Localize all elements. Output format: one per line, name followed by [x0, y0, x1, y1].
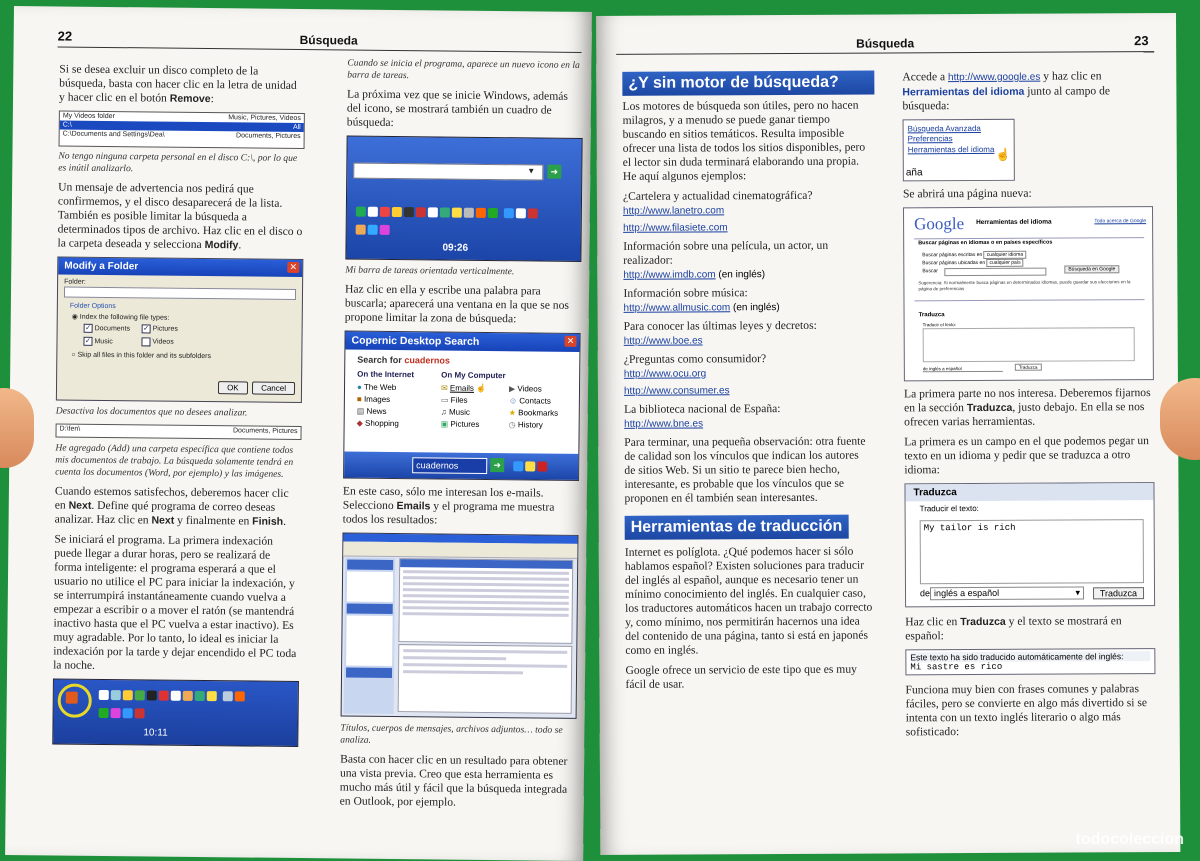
checkbox-documents[interactable]: ✓Documents — [84, 324, 140, 334]
question: Para conocer las últimas leyes y decretos: — [623, 318, 817, 333]
search-input[interactable] — [944, 268, 1046, 277]
link-line: http://www.allmusic.com (en inglés) — [623, 302, 780, 314]
folder-row: C:\Documents and Settings\Dea\ Documents, Pictures — [62, 130, 301, 141]
copernic-icon[interactable] — [66, 692, 78, 704]
caption: Mi barra de tareas orientada verticalmente. — [345, 264, 515, 278]
go-arrow-icon[interactable]: ➜ — [490, 458, 504, 472]
caption: No tengo ninguna carpeta personal en el disco C:\, por lo que es inútil analizarlo. — [58, 150, 298, 175]
ok-button[interactable]: OK — [218, 381, 248, 394]
paragraph: Basta con hacer clic en un resultado para obtener una vista previa. Creo que esta herramienta es mucho más útil y fácil que la búsqueda integrada en Outlook, por ejemplo. — [339, 752, 568, 809]
checkbox-pictures[interactable]: ✓ Pictures — [142, 326, 178, 333]
folder-options-label: Folder Options — [69, 302, 116, 311]
right-page — [596, 13, 1180, 855]
paragraph: Internet es políglota. ¿Qué podemos hacer si sólo hablamos español? Existen soluciones para traducir del inglés al español, aunque es necesario tener un mínimo conocimiento del inglés. En cualquier caso, los traductores automáticos hacen un trabajo correcto y, como mínimo, nos permitirán hacernos una idea del contenido de una página, tanto si está en japonés como en inglés. — [624, 544, 873, 657]
computer-list — [441, 382, 509, 431]
scope-lists — [345, 381, 579, 431]
page-header-title: Búsqueda — [299, 32, 358, 48]
question: ¿Preguntas como consumidor? — [623, 352, 767, 366]
folder-row-selected[interactable]: C:\ All — [60, 120, 304, 132]
google-search-button[interactable]: Búsqueda en Google — [1064, 265, 1119, 273]
lang-row: Buscar páginas escritas en cualquier idioma — [922, 252, 1026, 259]
dialog-title: Modify a Folder — [58, 257, 302, 277]
paragraph: La primera es un campo en el que podemos pegar un texto en un idioma y pedir que se traduzca a otro idioma: — [904, 434, 1149, 477]
folder-label: Folder: — [64, 278, 86, 286]
translate-button[interactable]: Traduzca — [1015, 364, 1042, 371]
folder-row[interactable]: D:\fen\ Documents, Pictures — [59, 425, 298, 435]
scope-videos[interactable]: ▶ Videos — [508, 384, 542, 394]
results-preview — [398, 644, 573, 714]
left-page — [5, 6, 592, 861]
taskbar-screenshot — [52, 678, 299, 747]
link-allmusic[interactable]: http://www.allmusic.com — [623, 302, 731, 314]
question: Información sobre una película, un actor, un realizador: — [623, 238, 829, 267]
paragraph: Para terminar, una pequeña observación: otra fuente de calidad son los vínculos que indican los autores de sitios Web. Si un sitio te parece bien hecho, interesante, es probable que los vínculos que se proponen en él también sean interesantes. — [624, 434, 866, 505]
translate-textarea[interactable]: My tailor is rich — [920, 519, 1144, 584]
paragraph: En este caso, sólo me interesan los e-mails. Selecciono Emails y el programa me muestra todos los resultados: — [342, 484, 555, 527]
folder-row: My Videos folder Music, Pictures, Videos — [62, 112, 301, 123]
caption: Desactiva los documentos que no desees analizar. — [55, 405, 248, 419]
link-line: http://www.imdb.com (en inglés) — [623, 269, 766, 281]
paragraph: Se iniciará el programa. La primera indexación puede llegar a durar horas, pero se realizará de forma inteligente: el programa esperará a que el usuario no utilice el PC para iniciar la indexación, y se interrumpirá instantáneamente cuando vuelva a empezar a escribir o a mover el ratón (se mantendrá inactivo hasta que el PC vuelva a estar inactivo). Es muy agradable. Por lo tanto, lo ideal es iniciar la indexación por la tarde y dejar encendido el PC toda la noche. — [53, 532, 297, 672]
result-label: Este texto ha sido traducido automáticamente del inglés: — [910, 651, 1150, 662]
link-bne[interactable]: http://www.bne.es — [624, 418, 704, 430]
link-imdb[interactable]: http://www.imdb.com — [623, 269, 716, 281]
translate-textarea[interactable] — [923, 327, 1135, 362]
link-lanetro[interactable]: http://www.lanetro.com — [622, 205, 725, 217]
paragraph: La próxima vez que se inicie Windows, además del icono, se mostrará también un cuadro de búsqueda: — [346, 87, 568, 129]
close-icon[interactable]: ✕ — [287, 262, 299, 273]
chevron-down-icon[interactable]: ▼ — [527, 166, 536, 176]
paragraph: Los motores de búsqueda son útiles, pero no hacen milagros, y a menudo se puede ganar tiempo buscando en sitios temáticos. Resulta imposible ofrecer una lista de todos los sitios disponibles, pero el lector sin duda terminará elaborando una propia. He aquí algunos ejemplos: — [622, 98, 866, 183]
google-language-tools-screenshot — [903, 206, 1154, 381]
folder-list-screenshot — [59, 110, 305, 149]
radio-index-types[interactable]: ◉ Index the following file types: — [71, 313, 170, 322]
about-google-link[interactable]: Todo acerca de Google — [1094, 218, 1147, 225]
scope-news[interactable]: ▤ News — [356, 406, 387, 416]
translate-label: Traducir el texto: — [919, 504, 979, 514]
header-rule — [616, 51, 1154, 55]
translate-select[interactable]: de inglés a español — [923, 366, 1003, 372]
question: La biblioteca nacional de España: — [624, 402, 781, 416]
right-column-1 — [622, 71, 873, 698]
section-heading: Herramientas de traducción — [625, 515, 849, 540]
page-number: 23 — [1134, 33, 1149, 49]
paragraph: Accede a http://www.google.es y haz clic en Herramientas del idioma junto al campo de búsqueda: — [902, 69, 1111, 113]
lang-select[interactable]: cualquier idioma — [984, 251, 1026, 259]
hand-cursor-icon: ☝ — [995, 147, 1011, 162]
copernic-window — [343, 330, 581, 480]
page-header-title: Búsqueda — [856, 36, 915, 51]
scope-pictures[interactable]: ▣ Pictures — [440, 419, 480, 429]
results-list — [398, 558, 573, 644]
link-boe[interactable]: http://www.boe.es — [623, 335, 703, 347]
right-column-2 — [902, 69, 1156, 745]
paragraph: Cuando estemos satisfechos, deberemos hacer clic en Next. Define qué programa de correo deseas analizar. Haz clic en Next y finalmente en Finish. — [54, 484, 289, 528]
translate-text-label: Traducir el texto: — [922, 322, 956, 328]
scope-history[interactable]: ◷ History — [508, 420, 543, 430]
link-ocu[interactable]: http://www.ocu.org — [623, 368, 707, 380]
paragraph: Si se desea excluir un disco completo de la búsqueda, basta con hacer clic en la letra de unidad y hacer clic en el botón Remove: — [58, 62, 297, 106]
search-row: Buscar — [922, 268, 938, 275]
country-row: Buscar páginas ubicadas en cualquier país — [922, 260, 1023, 267]
caption: Cuando se inicia el programa, aparece un nuevo icono en la barra de tareas. — [347, 57, 580, 82]
result-text: Mi sastre es rico — [910, 661, 1003, 673]
taskbar-strip — [344, 451, 578, 479]
paragraph: Google ofrece un servicio de este tipo que es muy fácil de usar. — [625, 662, 857, 691]
paragraph: Se abrirá una página nueva: — [902, 186, 1032, 201]
link-language-tools[interactable]: Herramientas del idioma — [907, 144, 995, 155]
translate-select-row: de inglés a español ▾ — [920, 586, 1084, 600]
internet-list — [357, 382, 441, 431]
checkbox-videos[interactable]: Videos — [141, 339, 173, 346]
results-sidebar — [344, 557, 396, 714]
cut-text: aña — [905, 167, 923, 179]
tray-icons — [355, 205, 545, 243]
cancel-button[interactable]: Cancel — [252, 382, 295, 395]
go-arrow-icon[interactable]: ➜ — [547, 165, 561, 179]
link-preferences[interactable]: Preferencias — [907, 134, 953, 144]
paragraph: La primera parte no nos interesa. Deberemos fijarnos en la sección Traduzca, justo debajo. En ella se nos ofrecen varias herramientas. — [903, 386, 1151, 429]
checkbox-music[interactable]: ✓Music — [83, 337, 139, 347]
left-column-1 — [52, 62, 305, 747]
chevron-down-icon[interactable]: ▾ — [1075, 587, 1081, 598]
paragraph: Funciona muy bien con frases comunes y palabras fáciles, pero se convierte en algo más divertido si se intenta con un texto inglés literario o algo más sofisticado: — [905, 682, 1148, 739]
copernic-title: Copernic Desktop Search — [345, 331, 579, 351]
computer-heading: On My Computer — [441, 370, 506, 381]
clock: 09:26 — [442, 242, 469, 254]
taskbar-search-input[interactable]: cuadernos — [412, 457, 487, 474]
country-select[interactable]: cualquier país — [986, 259, 1023, 267]
translate-language-select[interactable]: inglés a español ▾ — [930, 586, 1084, 600]
caption: Títulos, cuerpos de mensajes, archivos adjuntos… todo se analiza. — [340, 722, 563, 746]
traduzca-button[interactable]: Traduzca — [1093, 587, 1144, 599]
radio-skip-folder[interactable]: ○ Skip all files in this folder and its subfolders — [71, 351, 212, 361]
paragraph: Haz clic en Traduzca y el texto se mostrará en español: — [905, 614, 1122, 643]
link-consumer[interactable]: http://www.consumer.es — [623, 385, 730, 397]
watermark: todocoleccion — [1075, 831, 1184, 848]
clock: 10:11 — [143, 727, 168, 739]
google-logo: Google — [914, 214, 965, 234]
scope-music[interactable]: ♫ Music — [440, 407, 470, 417]
modify-folder-dialog — [56, 256, 303, 403]
section-label: Buscar páginas en idiomas o en países específicos — [918, 239, 1053, 247]
google-links-screenshot — [903, 119, 1015, 182]
search-box-screenshot — [345, 135, 582, 261]
close-icon[interactable]: ✕ — [564, 336, 576, 347]
section-heading: ¿Y sin motor de búsqueda? — [622, 71, 874, 96]
question: ¿Cartelera y actualidad cinematográfica? — [622, 188, 813, 203]
hand-cursor-icon: ☝ — [476, 383, 487, 393]
internet-heading: On the Internet — [357, 369, 415, 380]
taskbar-search-input[interactable] — [353, 163, 543, 181]
header-rule — [58, 46, 582, 52]
left-column-2 — [340, 57, 584, 816]
tools-title: Herramientas del idioma — [976, 218, 1052, 227]
scope-contacts[interactable]: ☺ Contacts — [508, 396, 551, 406]
link-google[interactable]: http://www.google.es — [948, 71, 1041, 84]
extra-list — [509, 383, 559, 432]
page-number: 22 — [57, 28, 73, 44]
paragraph: Haz clic en ella y escribe una palabra para buscarla; aparecerá una ventana en la que se nos propone limitar la zona de búsqueda: — [344, 282, 569, 326]
tip-text: Sugerencia: Si normalmente busca páginas en determinados idiomas, puede guardar sus elecciones en la página de preferencias — [918, 279, 1131, 292]
divider — [914, 299, 1144, 301]
folder-list-screenshot-2 — [55, 423, 301, 440]
translate-box-screenshot — [904, 482, 1155, 607]
results-toolbar — [343, 541, 577, 558]
section-heading-wrap — [622, 71, 870, 96]
search-for-line: Search for cuadernos — [357, 354, 450, 366]
translate-title: Traduzca — [905, 483, 1153, 501]
traduzca-label: Traduzca — [918, 312, 945, 319]
section-heading-wrap — [625, 515, 873, 542]
link-filasiete[interactable]: http://www.filasiete.com — [623, 222, 728, 234]
link-advanced-search[interactable]: Búsqueda Avanzada — [907, 123, 981, 134]
scope-files[interactable]: ▭ Files — [440, 395, 468, 405]
tray-icons — [512, 459, 548, 477]
scope-images[interactable]: ■ Images — [356, 394, 391, 404]
caption: He agregado (Add) una carpeta específica que contiene todos mis documentos de trabajo. La búsqueda solamente tendrá en cuenta los documentos (Word, por ejemplo) y las imágenes. — [55, 442, 294, 480]
scope-shopping[interactable]: ◆ Shopping — [356, 418, 399, 429]
scope-emails[interactable]: ✉ Emails ☝ — [440, 383, 487, 393]
paragraph: Un mensaje de advertencia nos pedirá que confirmemos, y el disco desaparecerá de la lista. También es posible limitar la búsqueda a determinados tipos de archivo. Haz clic en el disco o la carpeta deseada y selecciona Modify. — [57, 180, 303, 252]
tray-icons — [97, 688, 247, 726]
scope-the-web[interactable]: ● The Web — [356, 382, 397, 393]
translation-result — [905, 648, 1155, 675]
results-window-screenshot — [341, 532, 579, 718]
scope-bookmarks[interactable]: ★ Bookmarks — [508, 408, 559, 418]
question: Información sobre música: — [623, 286, 748, 300]
